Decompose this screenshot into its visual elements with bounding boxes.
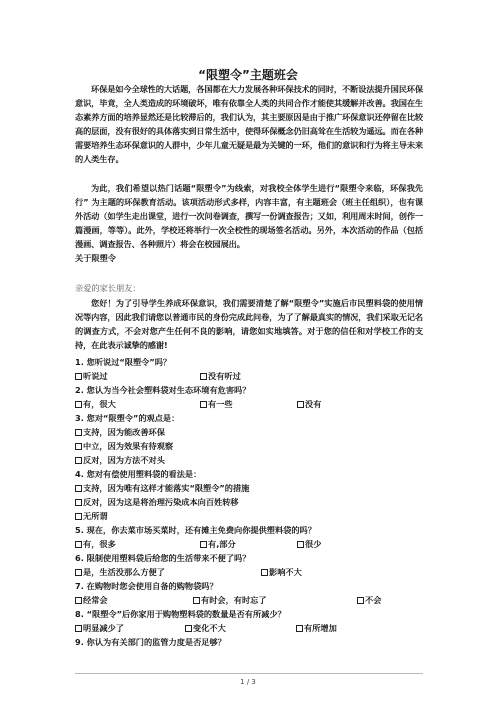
option-checkbox[interactable]: 有，很多	[75, 539, 116, 550]
checkbox-icon	[75, 541, 82, 548]
question-5: 5. 现在，你去菜市场买菜时，还有摊主免费向你提供塑料袋的吗？	[75, 525, 316, 535]
checkbox-icon	[297, 401, 304, 408]
option-checkbox[interactable]: 有所增加	[296, 623, 337, 634]
checkbox-icon	[357, 597, 364, 604]
question-2: 2. 您认为当今社会塑料袋对生态环境有危害吗？	[75, 385, 251, 395]
option-checkbox[interactable]: 有，很大	[75, 399, 116, 410]
option-checkbox[interactable]: 反对，因为方法不对头	[75, 455, 165, 466]
checkbox-icon	[75, 625, 82, 632]
checkbox-icon	[75, 443, 82, 450]
intro-paragraph-2: 为此，我们希望以热门话题“限塑令”为线索，对我校全体学生进行“限塑令来临，环保我先行” 为主题的环保教育活动。该项活动形式多样，内容丰富，有主题班会（班主任组织），也有课外活动（如学生走出课堂，进行一次问卷调查，撰写一份调查报告；又如，利用周末时间，创作一篇漫画，等等）。此外，学校还将举行一次全校性的现场签名活动。另外，本次活动的作品（包括漫画、调查报告、各种照片）将会在校园展出。	[75, 183, 423, 249]
section-heading: 关于限塑令	[75, 253, 116, 263]
option-checkbox[interactable]: 有,部分	[200, 539, 236, 550]
checkbox-icon	[75, 513, 82, 520]
checkbox-icon	[75, 457, 82, 464]
checkbox-icon	[296, 625, 303, 632]
checkbox-icon	[200, 541, 207, 548]
checkbox-icon	[185, 625, 192, 632]
checkbox-icon	[261, 569, 268, 576]
checkbox-icon	[75, 485, 82, 492]
checkbox-icon	[193, 597, 200, 604]
option-checkbox[interactable]: 有时会，有时忘了	[193, 595, 267, 606]
option-checkbox[interactable]: 不会	[357, 595, 381, 606]
option-checkbox[interactable]: 经常会	[75, 595, 108, 606]
checkbox-icon	[75, 569, 82, 576]
page-number: 1 / 3	[240, 678, 256, 686]
option-checkbox[interactable]: 明显减少了	[75, 623, 124, 634]
checkbox-icon	[75, 429, 82, 436]
option-checkbox[interactable]: 支持，因为能改善环保	[75, 427, 165, 438]
intro-paragraph-1: 环保是如今全球性的大话题，各国都在大力发展各种环保技术的同时，不断设法提升国民环保意识，毕竟，全人类造成的环境破坏，唯有依靠全人类的共同合作才能使其缓解并改善。我国在生态素养方面的培养显然还是比较滞后的，我们认为，其主要原因是由于推广环保意识还停留在比较高的层面，没有很好的具体落实到日常生活中，使得环保概念仍旧高耸在生活较为遥远。而在各种需要培养生态环保意识的人群中，少年儿童无疑是最为关键的一环，他们的意识和行为将主导未来的人类生存。	[75, 84, 423, 164]
option-checkbox[interactable]: 是，生活没那么方便了	[75, 567, 165, 578]
option-checkbox[interactable]: 没有	[297, 399, 321, 410]
letter-paragraph: 您好！为了引导学生养成环保意识，我们需要清楚了解“限塑令”实施后市民塑料袋的使用情况等内容，因此我们请您以普通市民的身份完成此问卷，为了了解最真实的情况，我们采取无记名的调查方式，不会对您产生任何不良的影响，请您如实地填答。对于您的信任和对学校工作的支持，在此表示诚挚的感谢!	[75, 298, 423, 350]
option-checkbox[interactable]: 听说过	[75, 371, 108, 382]
checkbox-icon	[75, 373, 82, 380]
question-9: 9. 你认为有关部门的监管力度是否足够？	[75, 637, 226, 647]
option-checkbox[interactable]: 很少	[297, 539, 321, 550]
footer-divider	[75, 673, 423, 674]
question-8: 8. “限塑令”后你家用于购物塑料袋的数量是否有所减少？	[75, 609, 286, 619]
checkbox-icon	[297, 541, 304, 548]
option-checkbox[interactable]: 无所谓	[75, 511, 108, 522]
question-1: 1. 您听说过“限塑令”吗？	[75, 357, 172, 367]
question-4: 4. 您对有偿使用塑料袋的看法是：	[75, 469, 202, 479]
letter-greeting: 亲爱的家长朋友：	[75, 283, 141, 293]
page-title: “限塑令”主题班会	[198, 68, 298, 82]
option-checkbox[interactable]: 有一些	[200, 399, 233, 410]
option-checkbox[interactable]: 支持，因为唯有这样才能落实“限塑令”的措施	[75, 483, 249, 494]
question-3: 3. 您对“限塑令”的观点是：	[75, 413, 180, 423]
option-checkbox[interactable]: 影响不大	[261, 567, 302, 578]
checkbox-icon	[75, 401, 82, 408]
question-7: 7. 在购物时您会使用自备的购物袋吗？	[75, 581, 218, 591]
question-6: 6. 限制使用塑料袋后给您的生活带来不便了吗？	[75, 553, 251, 563]
option-checkbox[interactable]: 没有听过	[200, 371, 241, 382]
option-checkbox[interactable]: 反对，因为这是将治理污染成本向百姓转移	[75, 497, 239, 508]
option-checkbox[interactable]: 中立，因为效果有待观察	[75, 441, 173, 452]
option-checkbox[interactable]: 变化不大	[185, 623, 226, 634]
checkbox-icon	[200, 401, 207, 408]
checkbox-icon	[75, 499, 82, 506]
checkbox-icon	[200, 373, 207, 380]
checkbox-icon	[75, 597, 82, 604]
